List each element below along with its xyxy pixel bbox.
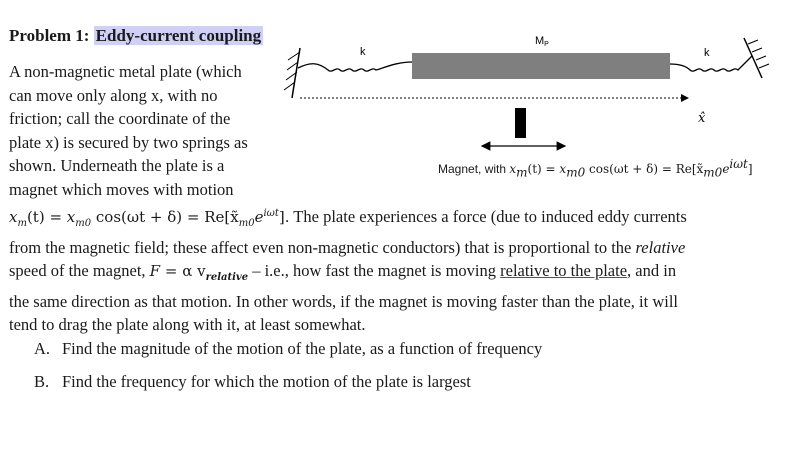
force-equation xyxy=(149,262,249,283)
caption-x: x xyxy=(509,162,517,176)
right-wall xyxy=(744,38,769,78)
body-line-5: tend to drag the plate along with it, at least somewhat. xyxy=(9,315,366,334)
mass-label-sub: P xyxy=(544,41,549,48)
question-b xyxy=(34,365,542,398)
body-line-1-tail: The plate experiences a force (due to induced eddy currents xyxy=(289,207,687,226)
caption-tilde-sub: m0 xyxy=(703,165,723,180)
spring-label-right: k xyxy=(704,47,710,59)
relative-emphasis: relative xyxy=(635,237,686,257)
eq-amp-sub: m0 xyxy=(75,218,92,229)
body-line-2-text: from the magnetic field; these affect even non-magnetic conductors) that is proportional to the xyxy=(9,237,636,257)
mass-label xyxy=(535,35,549,48)
eq-x: x xyxy=(9,208,18,226)
question-text: Find the frequency for which the motion of the plate is largest xyxy=(62,372,471,391)
eq-e: e xyxy=(254,208,264,226)
question-a xyxy=(34,332,542,365)
eq-exp: iωt xyxy=(263,208,279,219)
spring-label-left: k xyxy=(360,46,366,58)
body-line-4: the same direction as that motion. In other words, if the magnet is moving faster than the plate, it will xyxy=(9,291,679,311)
mass-label-m: M xyxy=(535,35,545,47)
question-letter: B. xyxy=(34,372,50,391)
question-list xyxy=(34,332,542,398)
intro-line: plate x) is secured by two springs as xyxy=(9,132,248,152)
intro-line: shown. Underneath the plate is a xyxy=(9,156,225,175)
question-text: Find the magnitude of the motion of the plate, as a function of frequency xyxy=(62,339,543,358)
question-letter: A. xyxy=(34,339,51,358)
motion-equation xyxy=(9,208,290,229)
eq-cos: cos(ωt + δ) = Re[x̃ xyxy=(91,208,239,226)
left-wall xyxy=(284,48,300,98)
problem-number: Problem 1: xyxy=(9,26,90,45)
eq-amp: x xyxy=(66,208,76,226)
eq-close: ]. xyxy=(278,208,290,226)
caption-close: ] xyxy=(747,162,753,176)
body-line-3-end: , and in xyxy=(627,261,677,280)
right-spring xyxy=(670,56,752,71)
caption-prefix: Magnet, with xyxy=(438,162,510,176)
force-sub: relative xyxy=(205,272,249,283)
force-eq: = α v xyxy=(160,262,206,280)
eq-x-sub: m xyxy=(17,218,27,229)
problem-title-highlight: Eddy-current coupling xyxy=(95,26,262,45)
caption-e: e xyxy=(722,162,730,176)
left-spring xyxy=(298,62,412,71)
body-line-3 xyxy=(9,259,789,290)
body-paragraph xyxy=(9,202,789,337)
caption-amp-sub: m0 xyxy=(566,165,586,180)
intro-line: A non-magnetic metal plate (which xyxy=(9,62,242,81)
caption-x-sub: m xyxy=(516,165,528,180)
body-line-2 xyxy=(9,236,789,260)
magnet xyxy=(515,108,526,138)
caption-exp: iωt xyxy=(729,157,748,171)
intro-line: can move only along x, with no xyxy=(9,85,218,105)
underlined-phrase: relative to the plate xyxy=(500,261,628,280)
plate xyxy=(412,53,670,79)
body-line-1 xyxy=(9,202,789,236)
eq-tilde-sub: m0 xyxy=(238,218,255,229)
intro-line: magnet which moves with motion xyxy=(9,179,234,199)
caption-amp: x xyxy=(559,162,567,176)
eq-arg: (t) = xyxy=(26,208,67,226)
caption-mid: (t) = xyxy=(527,162,560,176)
x-axis-label: x̂ xyxy=(698,111,706,126)
body-line-3-mid: – i.e., how fast the magnet is moving xyxy=(248,261,501,280)
magnet-caption xyxy=(438,157,753,179)
force-symbol: F xyxy=(149,262,161,280)
intro-line: friction; call the coordinate of the xyxy=(9,109,231,128)
caption-cos: cos(ωt + δ) = Re[x̃ xyxy=(585,162,704,176)
body-line-3-text: speed of the magnet, xyxy=(9,261,150,280)
